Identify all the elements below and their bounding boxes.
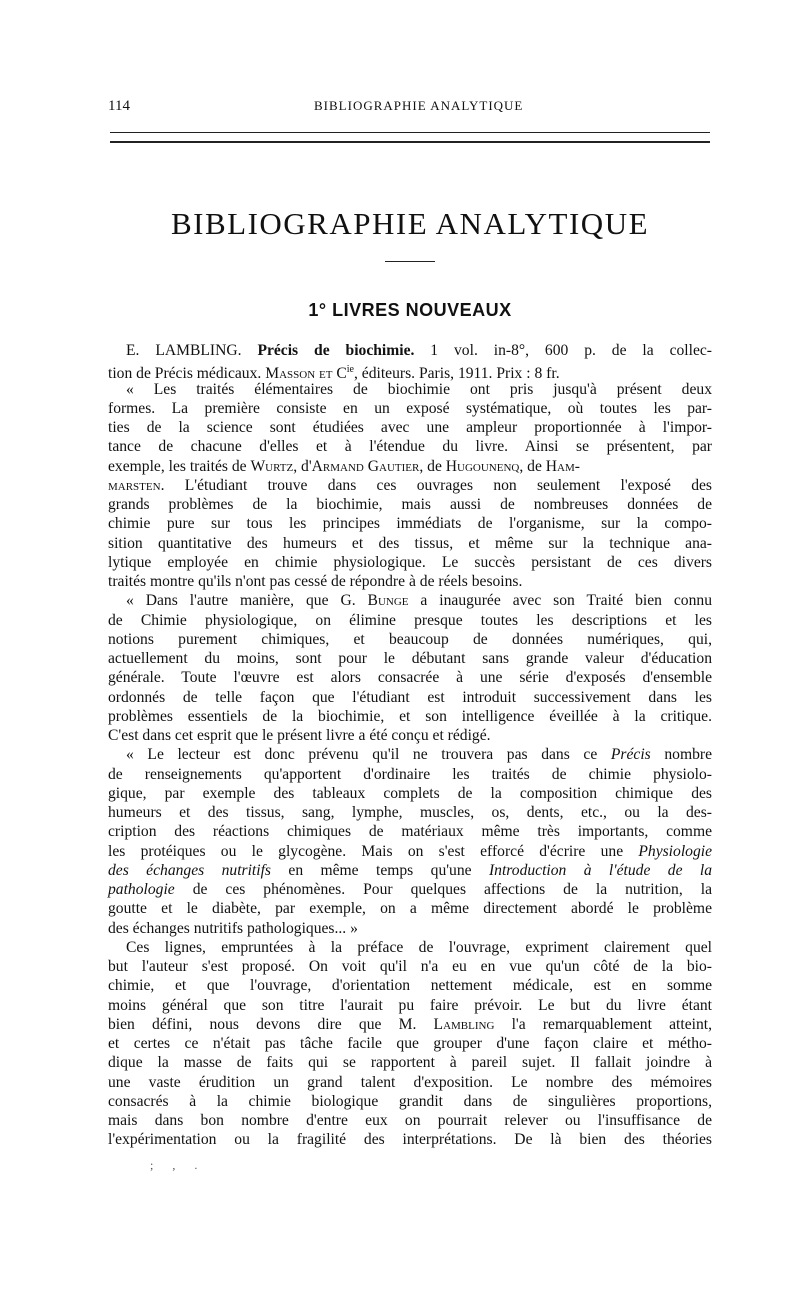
author-name: E. LAMBLING. — [126, 342, 242, 359]
italic-term: Physiologie — [638, 842, 712, 860]
title-divider — [385, 261, 435, 262]
publisher-sup: ie — [346, 364, 354, 376]
text-line — [108, 880, 712, 899]
text-line: C'est dans cet esprit que le présent livre a été conçu et rédigé. — [108, 727, 491, 744]
stray-marks: ; , . — [150, 1158, 206, 1172]
page-title: BIBLIOGRAPHIE ANALYTIQUE — [170, 206, 650, 241]
text-fragment: de ces phénomènes. Pour quelques affections de la nutrition, la — [174, 881, 712, 898]
italic-term: Introduction à l'étude de la — [488, 861, 713, 879]
text-line — [108, 341, 712, 360]
text-line: et certes ce n'était pas tâche facile que grouper d'une façon claire et métho- — [108, 1035, 712, 1052]
header-rule-thick — [110, 141, 710, 143]
text-line: cription des réactions chimiques de matériaux même très importants, comme — [108, 823, 712, 841]
text-line: l'expérimentation ou la fragilité des interprétations. De là bien des théories — [108, 1131, 712, 1149]
text-line: tance de chacune d'elles et à l'étendue du livre. Ainsi se présentent, par — [108, 438, 712, 456]
text-line: problèmes essentiels de la biochimie, et son intelligence éveillée à la critique. — [108, 707, 712, 725]
text-line: chimie pure sur tous les principes immédiats de l'organisme, sur la compo- — [108, 515, 712, 533]
person-name: Lambling — [433, 1015, 495, 1033]
text-line: sition quantitative des humeurs et des tissus, et même sur la technique ana- — [108, 534, 712, 552]
text-line: mais dans bon nombre d'entre eux on pourrait relever ou l'insuffisance de — [108, 1112, 712, 1129]
text-fragment: , d' — [293, 457, 312, 475]
book-details: 1 vol. in-8°, 600 p. de la collec- — [414, 342, 712, 359]
person-name: Armand Gautier — [311, 457, 420, 475]
text-line — [108, 842, 712, 861]
book-title: Précis de biochimie. — [257, 342, 415, 359]
header-rule-thin — [110, 132, 710, 133]
text-fragment: . L'étudiant trouve dans ces ouvrages non seulement l'exposé des — [160, 476, 712, 494]
text-fragment: exemple, les traités de — [108, 457, 251, 475]
italic-term: des échanges nutritifs — [108, 861, 271, 879]
text-line: humeurs et des tissus, sang, lymphe, muscles, os, dents, etc., ou la des- — [108, 804, 712, 821]
text-fragment: « Dans l'autre manière, que G. — [126, 592, 368, 610]
page-number: 114 — [108, 98, 130, 114]
text-line: ordonnés de telle façon que l'étudiant est introduit successivement dans les — [108, 688, 712, 706]
text-fragment: l'a remarquablement atteint, — [494, 1015, 712, 1033]
text-line — [108, 360, 712, 383]
text-fragment: « Le lecteur est donc prévenu qu'il ne trouvera pas dans ce — [126, 746, 611, 764]
text-line: formes. La première consiste en un exposé systématique, où toutes les par- — [108, 399, 712, 417]
section-heading: 1° LIVRES NOUVEAUX — [308, 300, 512, 320]
text-line: de renseignements qu'apportent d'ordinaire les traités de chimie physiolo- — [108, 765, 712, 783]
text-line — [108, 861, 712, 880]
text-fragment: en même temps qu'une — [271, 861, 489, 879]
text-line: moins général que son titre l'aurait pu faire prévoir. Le but du livre étant — [108, 996, 712, 1014]
text-line: de Chimie physiologique, on élimine presque toutes les descriptions et les — [108, 611, 712, 629]
italic-term: pathologie — [108, 881, 175, 898]
running-title: BIBLIOGRAPHIE ANALYTIQUE — [314, 98, 524, 113]
text-line: ties de la science sont étudiées avec une ampleur proportionnée à l'impor- — [108, 419, 712, 436]
text-line: chimie, et que l'ouvrage, d'orientation nettement médicale, est en somme — [108, 977, 712, 995]
text-line: générale. Toute l'œuvre est alors consacrée à une série d'exposés d'ensemble — [108, 669, 712, 687]
text-fragment: tion de Précis médicaux. — [108, 365, 266, 383]
text-line: gique, par exemple des tableaux complets de la composition chimique des — [108, 784, 712, 802]
text-fragment: , éditeurs. Paris, 1911. Prix : 8 fr. — [354, 365, 560, 383]
person-name: marsten — [108, 476, 161, 494]
person-name: Ham- — [545, 457, 580, 475]
text-line — [108, 457, 712, 476]
text-fragment: les protéiques ou le glycogène. Mais on s'est efforcé d'écrire une — [108, 842, 639, 860]
text-fragment: , de — [519, 457, 546, 475]
text-line — [108, 591, 712, 610]
text-line — [108, 476, 712, 495]
text-fragment: a inaugurée avec son Traité bien connu — [408, 592, 712, 610]
text-line: dique la masse de faits qui se rapportent à pareil sujet. Il fallait joindre à — [108, 1054, 712, 1072]
text-line: Ces lignes, empruntées à la préface de l'ouvrage, expriment clairement quel — [126, 938, 712, 956]
text-line: une vaste érudition un grand talent d'exposition. Le nombre des mémoires — [108, 1073, 712, 1091]
text-fragment: , de — [419, 457, 446, 475]
text-line: goutte et le diabète, par exemple, on a même directement abordé le problème — [108, 900, 712, 918]
text-line: but l'auteur s'est proposé. On voit qu'il n'a eu en vue qu'un côté de la bio- — [108, 958, 712, 975]
person-name: Bunge — [367, 592, 409, 610]
text-line: traités montre qu'ils n'ont pas cessé de répondre à de réels besoins. — [108, 573, 523, 590]
italic-term: Précis — [610, 746, 651, 764]
text-line — [108, 1015, 712, 1034]
text-line: grands problèmes de la biochimie, mais aussi de nombreuses données de — [108, 496, 712, 513]
text-line: consacrés à la chimie biologique grandit dans de singulières proportions, — [108, 1092, 712, 1110]
person-name: Hugounenq — [445, 457, 520, 475]
text-line: lytique employée en chimie physiologique. Le succès persistant de ces divers — [108, 553, 712, 571]
text-fragment: bien défini, nous devons dire que M. — [108, 1015, 434, 1033]
text-line: actuellement du moins, sont pour le débutant sans grande valeur d'éducation — [108, 650, 712, 667]
text-line: des échanges nutritifs pathologiques... » — [108, 919, 358, 937]
text-line: « Les traités élémentaires de biochimie ont pris jusqu'à présent deux — [126, 380, 712, 398]
person-name: Wurtz — [250, 457, 294, 475]
text-fragment: nombre — [650, 746, 712, 764]
text-line: notions purement chimiques, et beaucoup de données numériques, qui, — [108, 630, 712, 648]
review-body — [108, 341, 712, 1150]
running-header — [108, 98, 708, 122]
publisher-name: Masson et C — [265, 365, 347, 383]
text-line — [108, 745, 712, 764]
